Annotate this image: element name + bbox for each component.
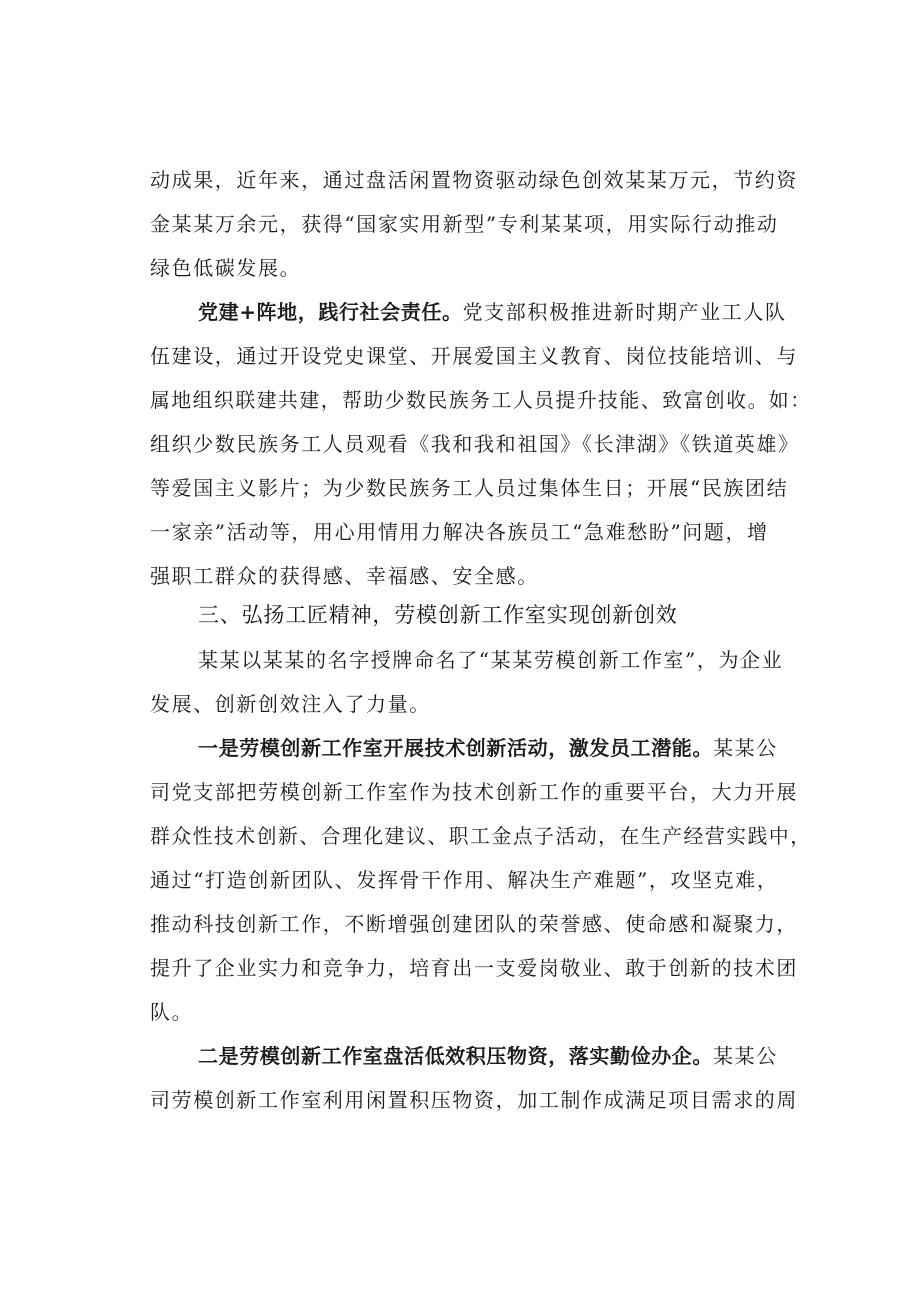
text-line: 金某某万余元，获得“国家实用新型”专利某某项，用实际行动推动 — [150, 212, 779, 236]
paragraph-lead: 二是劳模创新工作室盘活低效积压物资，落实勤俭办企。 — [198, 1044, 713, 1068]
text-line: 伍建设，通过开设党史课堂、开展爱国主义教育、岗位技能培训、与 — [150, 344, 798, 368]
text-line: 某某以某某的名字授牌命名了“某某劳模创新工作室”，为企业 — [198, 648, 784, 672]
paragraph-lead: 党建+阵地，践行社会责任。 — [198, 300, 463, 324]
text-line: 一家亲”活动等，用心用情用力解决各族员工“急难愁盼”问题，增 — [150, 520, 769, 544]
text-line: 队。 — [150, 1000, 194, 1024]
text-line: 推动科技创新工作，不断增强创建团队的荣誉感、使命感和凝聚力， — [150, 912, 798, 936]
paragraph-text: 党支部积极推进新时期产业工人队 — [462, 300, 787, 324]
text-line: 绿色低碳发展。 — [150, 256, 302, 280]
text-line: 司劳模创新工作室利用闲置积压物资，加工制作成满足项目需求的周 — [150, 1088, 798, 1112]
section-heading: 三、弘扬工匠精神，劳模创新工作室实现创新创效 — [198, 603, 678, 627]
text-line: 提升了企业实力和竞争力，培育出一支爱岗敬业、敢于创新的技术团 — [150, 956, 798, 980]
paragraph-lead: 一是劳模创新工作室开展技术创新活动，激发员工潜能。 — [198, 736, 713, 760]
text-line — [198, 297, 787, 327]
paragraph-text: 某某公 — [713, 736, 778, 760]
text-line: 等爱国主义影片；为少数民族务工人员过集体生日；开展“民族团结 — [150, 476, 789, 500]
text-line — [198, 1041, 778, 1071]
text-line: 组织少数民族务工人员观看《我和我和祖国》《长津湖》《铁道英雄》 — [150, 432, 800, 456]
text-line: 动成果，近年来，通过盘活闲置物资驱动绿色创效某某万元，节约资 — [150, 168, 798, 192]
text-line — [198, 733, 778, 763]
text-line: 强职工群众的获得感、幸福感、安全感。 — [150, 564, 539, 588]
text-line: 司党支部把劳模创新工作室作为技术创新工作的重要平台，大力开展 — [150, 780, 798, 804]
text-line: 群众性技术创新、合理化建议、职工金点子活动，在生产经营实践中， — [150, 824, 812, 848]
text-line: 通过“打造创新团队、发挥骨干作用、解决生产难题”，攻坚克难， — [150, 868, 779, 892]
paragraph-text: 某某公 — [713, 1044, 778, 1068]
text-line: 发展、创新创效注入了力量。 — [150, 692, 431, 716]
text-line: 属地组织联建共建，帮助少数民族务工人员提升技能、致富创收。如： — [150, 388, 812, 412]
